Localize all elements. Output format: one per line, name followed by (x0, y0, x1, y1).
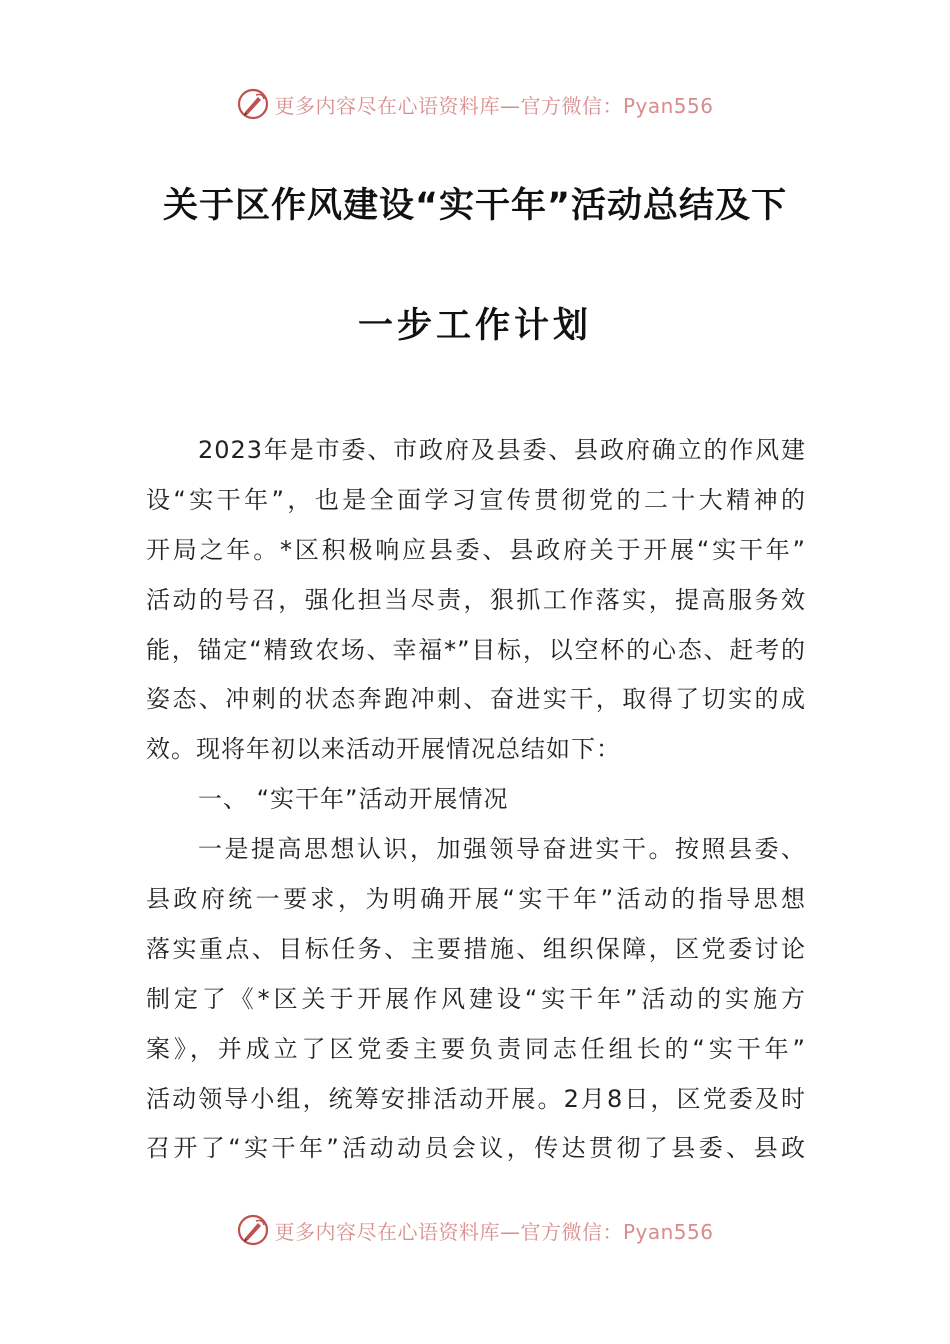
body-line: 一是提高思想认识，加强领导奋进实干。按照县委、 (198, 835, 806, 864)
body-line: 县政府统一要求，为明确开展“实干年”活动的指导思想 (146, 885, 806, 914)
body-line: 能，锚定“精致农场、幸福*”目标，以空杯的心态、赶考的 (146, 635, 806, 664)
body-line: 活动的号召，强化担当尽责，狠抓工作落实，提高服务效 (146, 585, 806, 614)
body-line: 制定了《*区关于开展作风建设“实干年”活动的实施方 (146, 984, 806, 1013)
document-body (146, 426, 806, 1174)
body-line: 落实重点、目标任务、主要措施、组织保障，区党委讨论 (146, 934, 806, 963)
body-line: 活动领导小组，统筹安排活动开展。2月8日，区党委及时 (146, 1084, 806, 1113)
body-line: 姿态、冲刺的状态奔跑冲刺、奋进实干，取得了切实的成 (146, 685, 806, 714)
document-title-line-2: 一步工作计划 (357, 306, 592, 346)
body-line: 设“实干年”，也是全面学习宣传贯彻党的二十大精神的 (146, 485, 806, 514)
body-line: 案》，并成立了区党委主要负责同志任组长的“实干年” (146, 1034, 806, 1063)
section-heading: 一、 “实干年”活动开展情况 (198, 785, 509, 814)
pen-logo-icon (236, 1213, 270, 1247)
body-line: 开局之年。*区积极响应县委、县政府关于开展“实干年” (146, 535, 806, 564)
watermark-text: 更多内容尽在心语资料库—官方微信：Pyan556 (274, 93, 714, 118)
body-line: 召开了“实干年”活动动员会议，传达贯彻了县委、县政 (146, 1134, 806, 1163)
document-title-line-1: 关于区作风建设“实干年”活动总结及下 (162, 186, 787, 226)
watermark-header (0, 84, 950, 124)
pen-logo-icon (236, 87, 270, 121)
body-line: 2023年是市委、市政府及县委、县政府确立的作风建 (198, 436, 806, 464)
watermark-footer (0, 1210, 950, 1250)
body-line: 效。现将年初以来活动开展情况总结如下： (146, 735, 621, 764)
watermark-text: 更多内容尽在心语资料库—官方微信：Pyan556 (274, 1219, 714, 1244)
